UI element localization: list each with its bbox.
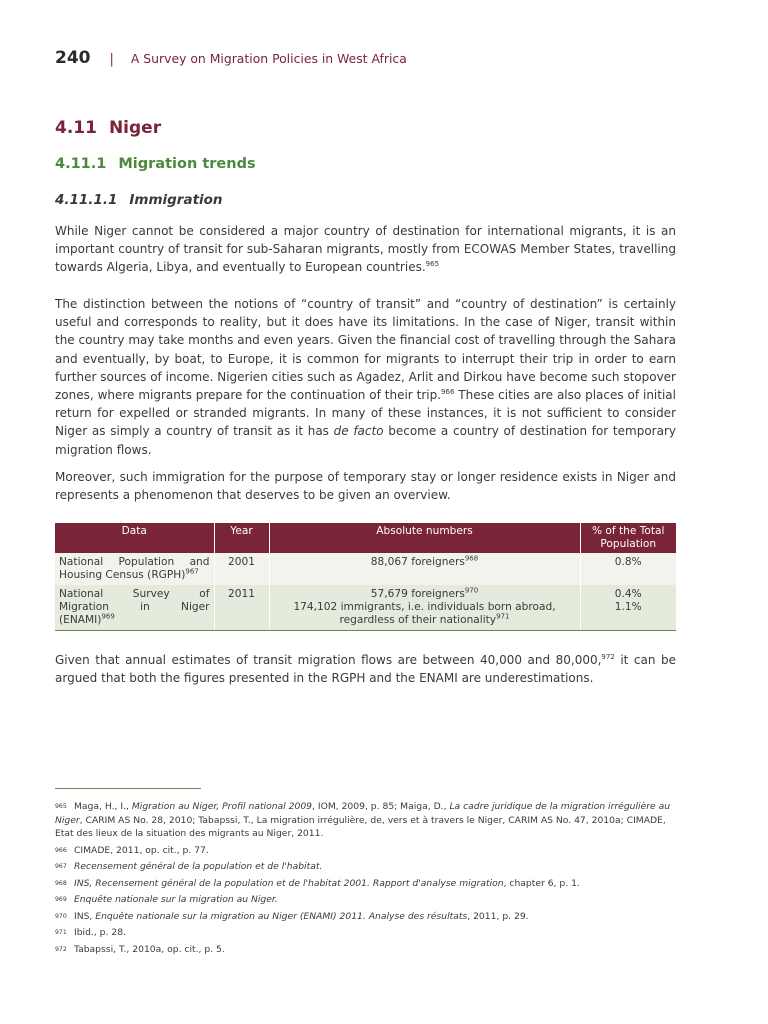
footnote-mark: 970 bbox=[55, 912, 67, 920]
footnote-971 bbox=[55, 926, 676, 940]
cell-data-source bbox=[55, 553, 214, 585]
footnote-text: INS, bbox=[74, 910, 96, 922]
footnote-text: , CARIM AS No. 28, 2010; Tabapssi, T., La migration irrégulière, de, vers et à travers le Niger, CARIM AS No. 47, 2010a; CIMADE, Etat des lieux de la situation des migrants au Niger, 2011. bbox=[55, 814, 666, 839]
cell-year: 2011 bbox=[214, 585, 269, 631]
footnote-ref-968[interactable]: 968 bbox=[464, 554, 479, 563]
paragraph-4-text-a: Given that annual estimates of transit migration flows are between 40,000 and 80,000, bbox=[55, 653, 602, 667]
paragraph-3 bbox=[55, 468, 676, 504]
table-row bbox=[55, 553, 676, 585]
paragraph-4 bbox=[55, 651, 676, 687]
footnote-mark: 966 bbox=[55, 846, 67, 854]
migration-data-table bbox=[55, 523, 676, 631]
cell-absolute-text: 57,679 foreigners bbox=[370, 588, 465, 600]
cell-absolute-line-2 bbox=[274, 601, 576, 627]
subsubsection-heading bbox=[55, 192, 223, 208]
footnotes bbox=[55, 800, 676, 959]
footnote-italic: Recensement général de la population et de l'habitat. bbox=[74, 861, 323, 872]
footnote-ref-971[interactable]: 971 bbox=[496, 612, 510, 621]
paragraph-1 bbox=[55, 222, 676, 277]
paragraph-2-text-c: become a country of destination for temporary migration flows. bbox=[55, 424, 676, 457]
footnote-ref-970[interactable]: 970 bbox=[464, 586, 479, 595]
footnote-970 bbox=[55, 910, 676, 924]
footnote-968 bbox=[55, 877, 676, 891]
footnote-text: CIMADE, 2011, op. cit., p. 77. bbox=[74, 844, 209, 856]
cell-percent-line-1: 0.4% bbox=[614, 588, 642, 600]
section-heading bbox=[55, 118, 161, 138]
paragraph-4-text-b: it can be argued that both the figures presented in the RGPH and the ENAMI are underestimations. bbox=[55, 653, 676, 686]
cell-percent-line-2: 1.1% bbox=[614, 601, 642, 613]
cell-absolute-text: 174,102 immigrants, i.e. individuals born abroad, regardless of their nationality bbox=[293, 601, 556, 626]
footnote-text: , 2011, p. 29. bbox=[467, 910, 529, 922]
column-header-absolute-numbers: Absolute numbers bbox=[269, 523, 580, 553]
footnote-text: Ibid., p. 28. bbox=[74, 927, 126, 938]
footnote-ref-967[interactable]: 967 bbox=[185, 567, 199, 576]
subsubsection-title: Immigration bbox=[129, 192, 223, 208]
section-title: Niger bbox=[108, 118, 162, 138]
running-header bbox=[55, 48, 407, 68]
footnote-italic: Enquête nationale sur la migration au Niger (ENAMI) 2011. Analyse des résultats bbox=[95, 910, 468, 922]
footnote-mark: 972 bbox=[55, 945, 67, 953]
cell-data-source bbox=[55, 585, 214, 631]
footnote-ref-965[interactable]: 965 bbox=[425, 260, 440, 269]
footnote-italic: Enquête nationale sur la migration au Niger. bbox=[74, 894, 278, 905]
footnote-ref-966[interactable]: 966 bbox=[441, 388, 455, 397]
paragraph-2 bbox=[55, 295, 676, 459]
footnote-mark: 971 bbox=[55, 929, 67, 936]
section-number: 4.11 bbox=[55, 118, 97, 138]
paragraph-2-text-b: These cities are also places of initial return for expelled or stranded migrants. In many of these instances, it is not sufficient to consider Niger as simply a country of transit as it has bbox=[55, 388, 676, 439]
running-header-title: A Survey on Migration Policies in West Africa bbox=[130, 51, 407, 66]
table-header-row bbox=[55, 523, 676, 553]
footnote-mark: 969 bbox=[55, 896, 67, 903]
footnote-italic: Migration au Niger, Profil national 2009 bbox=[131, 801, 313, 812]
footnote-italic: INS, Recensement général de la population et de l'habitat 2001. Rapport d'analyse migration bbox=[74, 877, 504, 889]
footnote-divider bbox=[55, 788, 201, 789]
column-header-year: Year bbox=[214, 523, 269, 553]
page-number: 240 bbox=[55, 48, 91, 68]
table-row bbox=[55, 585, 676, 631]
cell-absolute-number bbox=[269, 553, 580, 585]
footnote-965 bbox=[55, 800, 676, 841]
footnote-text: Tabapssi, T., 2010a, op. cit., p. 5. bbox=[74, 943, 225, 955]
cell-absolute-text: 88,067 foreigners bbox=[370, 556, 465, 568]
column-header-percent-total: % of the Total Population bbox=[580, 523, 676, 553]
footnote-text: , chapter 6, p. 1. bbox=[503, 877, 580, 889]
subsection-heading bbox=[55, 156, 256, 172]
paragraph-3-text: Moreover, such immigration for the purpose of temporary stay or longer residence exists in Niger and represents a phenomenon that deserves to be given an overview. bbox=[55, 470, 676, 503]
column-header-data: Data bbox=[55, 523, 214, 553]
cell-data-text: National Survey of Migration in Niger (ENAMI) bbox=[59, 588, 210, 626]
footnote-mark: 968 bbox=[55, 879, 67, 887]
cell-percent bbox=[580, 585, 676, 631]
footnote-ref-969[interactable]: 969 bbox=[101, 612, 115, 621]
footnote-text: Maga, H., I., bbox=[74, 801, 132, 812]
footnote-mark: 967 bbox=[55, 863, 67, 870]
cell-absolute-number bbox=[269, 585, 580, 631]
footnote-italic: La cadre juridique de la migration irrégulière au Niger bbox=[55, 801, 671, 826]
subsubsection-number: 4.11.1.1 bbox=[55, 192, 118, 208]
footnote-966 bbox=[55, 844, 676, 858]
paragraph-2-text-a: The distinction between the notions of “country of transit” and “country of destination” is certainly useful and corresponds to reality, but it does have its limitations. In the case of Niger, transit within the country may take months and even years. Given the financial cost of travelling through the Sahara and eventually, by boat, to Europe, it is common for migrants to interrupt their trip in order to earn further sources of income. Nigerien cities such as Agadez, Arlit and Dirkou have become such stopover zones, where migrants prepare for the continuation of their trip. bbox=[55, 297, 676, 403]
footnote-969 bbox=[55, 893, 676, 907]
footnote-972 bbox=[55, 943, 676, 957]
paragraph-1-text: While Niger cannot be considered a major country of destination for international migrants, it is an important country of transit for sub-Saharan migrants, mostly from ECOWAS Member States, travelling towards Algeria, Libya, and eventually to European countries. bbox=[55, 224, 676, 275]
header-separator: | bbox=[109, 52, 114, 67]
cell-data-text: National Population and Housing Census (RGPH) bbox=[59, 556, 210, 581]
paragraph-2-italic: de facto bbox=[333, 424, 384, 439]
footnote-ref-972[interactable]: 972 bbox=[601, 653, 615, 661]
subsection-number: 4.11.1 bbox=[55, 156, 107, 172]
footnote-text: , IOM, 2009, p. 85; Maiga, D., bbox=[312, 801, 450, 812]
footnote-mark: 965 bbox=[55, 803, 67, 810]
cell-percent: 0.8% bbox=[580, 553, 676, 585]
cell-absolute-line-1 bbox=[274, 588, 576, 601]
footnote-967 bbox=[55, 860, 676, 874]
cell-year: 2001 bbox=[214, 553, 269, 585]
subsection-title: Migration trends bbox=[118, 156, 256, 172]
